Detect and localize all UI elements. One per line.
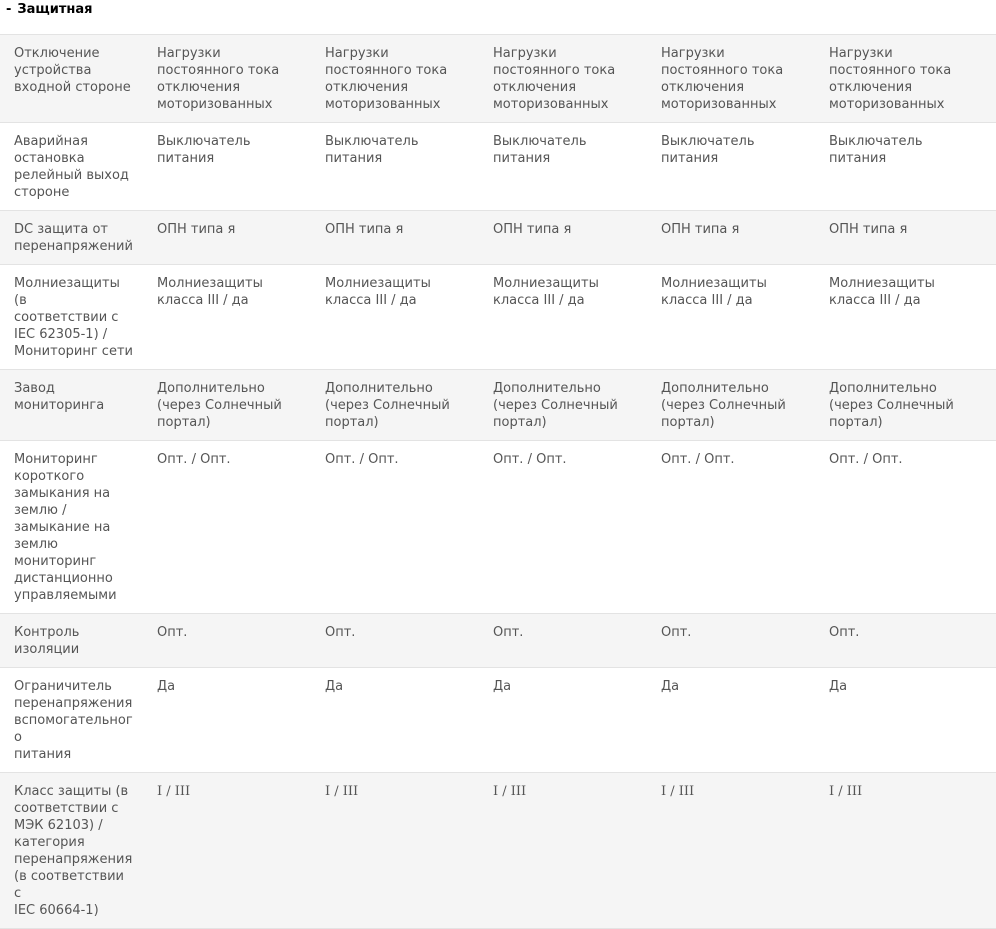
- table-row: [0, 265, 996, 370]
- cell-value: I / III: [157, 784, 191, 799]
- cell-value: Молниезащиты класса III / да: [157, 276, 263, 308]
- value-cell: [143, 211, 311, 265]
- cell-value: Опт.: [661, 625, 692, 640]
- cell-value: Опт. / Опт.: [325, 452, 399, 467]
- cell-value: Молниезащиты класса III / да: [325, 276, 431, 308]
- cell-value: Дополнительно (через Солнечный портал): [493, 381, 618, 430]
- cell-value: Выключатель питания: [829, 134, 923, 166]
- value-cell: [815, 668, 996, 773]
- value-cell: [815, 123, 996, 211]
- value-cell: [311, 35, 479, 123]
- value-cell: [311, 265, 479, 370]
- row-label-cell: [0, 211, 143, 265]
- cell-value: ОПН типа я: [661, 222, 740, 237]
- value-cell: [143, 614, 311, 668]
- value-cell: [815, 370, 996, 441]
- value-cell: [479, 265, 647, 370]
- cell-value: Опт. / Опт.: [157, 452, 231, 467]
- row-label-cell: [0, 35, 143, 123]
- cell-value: Да: [829, 679, 848, 694]
- cell-value: Выключатель питания: [661, 134, 755, 166]
- row-label: Завод мониторинга: [14, 381, 105, 413]
- row-label: Молниезащиты (в соответствии с IEC 62305-1) / Мониторинг сети: [14, 276, 133, 359]
- value-cell: [647, 614, 815, 668]
- table-row: [0, 668, 996, 773]
- value-cell: [143, 370, 311, 441]
- cell-value: I / III: [493, 784, 527, 799]
- row-label-cell: [0, 668, 143, 773]
- value-cell: [647, 773, 815, 929]
- value-cell: [479, 441, 647, 614]
- cell-value: Дополнительно (через Солнечный портал): [829, 381, 954, 430]
- cell-value: Опт. / Опт.: [493, 452, 567, 467]
- cell-value: Да: [493, 679, 512, 694]
- cell-value: Нагрузки постоянного тока отключения моторизованных: [661, 46, 784, 112]
- cell-value: Опт.: [157, 625, 188, 640]
- value-cell: [143, 35, 311, 123]
- collapse-toggle-icon[interactable]: -: [6, 2, 12, 17]
- cell-value: Молниезащиты класса III / да: [661, 276, 767, 308]
- value-cell: [479, 668, 647, 773]
- value-cell: [479, 773, 647, 929]
- cell-value: Опт.: [493, 625, 524, 640]
- value-cell: [311, 668, 479, 773]
- cell-value: Нагрузки постоянного тока отключения моторизованных: [493, 46, 616, 112]
- value-cell: [647, 265, 815, 370]
- value-cell: [647, 35, 815, 123]
- value-cell: [143, 668, 311, 773]
- row-label-cell: [0, 370, 143, 441]
- cell-value: Выключатель питания: [157, 134, 251, 166]
- value-cell: [815, 614, 996, 668]
- value-cell: [815, 773, 996, 929]
- cell-value: Дополнительно (через Солнечный портал): [157, 381, 282, 430]
- row-label: Аварийная остановка релейный выход стороне: [14, 134, 129, 200]
- cell-value: Нагрузки постоянного тока отключения моторизованных: [325, 46, 448, 112]
- row-label-cell: [0, 265, 143, 370]
- row-label-cell: [0, 123, 143, 211]
- value-cell: [311, 370, 479, 441]
- value-cell: [143, 123, 311, 211]
- section-title: Защитная: [17, 2, 93, 17]
- cell-value: Молниезащиты класса III / да: [829, 276, 935, 308]
- value-cell: [815, 265, 996, 370]
- row-label: Ограничитель перенапряжения вспомогательного питания: [14, 679, 133, 762]
- cell-value: Молниезащиты класса III / да: [493, 276, 599, 308]
- value-cell: [647, 211, 815, 265]
- table-row: [0, 211, 996, 265]
- cell-value: Да: [325, 679, 344, 694]
- spec-table-body: [0, 35, 996, 929]
- cell-value: Дополнительно (через Солнечный портал): [325, 381, 450, 430]
- row-label-cell: [0, 441, 143, 614]
- table-row: [0, 441, 996, 614]
- value-cell: [647, 668, 815, 773]
- value-cell: [479, 211, 647, 265]
- cell-value: Опт.: [829, 625, 860, 640]
- row-label: Контроль изоляции: [14, 625, 80, 657]
- value-cell: [647, 123, 815, 211]
- table-row: [0, 773, 996, 929]
- row-label-cell: [0, 614, 143, 668]
- section-header-protective[interactable]: [0, 0, 996, 34]
- value-cell: [143, 441, 311, 614]
- table-row: [0, 123, 996, 211]
- value-cell: [479, 370, 647, 441]
- value-cell: [143, 265, 311, 370]
- value-cell: [479, 614, 647, 668]
- spec-table: [0, 34, 996, 929]
- value-cell: [647, 370, 815, 441]
- cell-value: I / III: [325, 784, 359, 799]
- value-cell: [815, 35, 996, 123]
- cell-value: ОПН типа я: [829, 222, 908, 237]
- table-row: [0, 35, 996, 123]
- value-cell: [311, 773, 479, 929]
- row-label: Мониторинг короткого замыкания на землю / замыкание на землю мониторинг дистанционно управляемыми: [14, 452, 117, 603]
- cell-value: Выключатель питания: [493, 134, 587, 166]
- table-row: [0, 370, 996, 441]
- cell-value: Нагрузки постоянного тока отключения моторизованных: [829, 46, 952, 112]
- value-cell: [143, 773, 311, 929]
- cell-value: ОПН типа я: [493, 222, 572, 237]
- cell-value: Опт. / Опт.: [661, 452, 735, 467]
- cell-value: Опт.: [325, 625, 356, 640]
- table-row: [0, 614, 996, 668]
- row-label-cell: [0, 773, 143, 929]
- cell-value: ОПН типа я: [325, 222, 404, 237]
- cell-value: ОПН типа я: [157, 222, 236, 237]
- value-cell: [311, 614, 479, 668]
- cell-value: Дополнительно (через Солнечный портал): [661, 381, 786, 430]
- row-label: Отключение устройства входной стороне: [14, 46, 131, 95]
- value-cell: [479, 123, 647, 211]
- value-cell: [479, 35, 647, 123]
- row-label: Класс защиты (в соответствии с МЭК 62103) / категория перенапряжения (в соответствии с IEC 60664-1): [14, 784, 133, 918]
- row-label: DC защита от перенапряжений: [14, 222, 133, 254]
- cell-value: I / III: [661, 784, 695, 799]
- cell-value: Да: [661, 679, 680, 694]
- cell-value: Опт. / Опт.: [829, 452, 903, 467]
- cell-value: Да: [157, 679, 176, 694]
- value-cell: [815, 441, 996, 614]
- cell-value: Нагрузки постоянного тока отключения моторизованных: [157, 46, 280, 112]
- value-cell: [311, 441, 479, 614]
- value-cell: [647, 441, 815, 614]
- value-cell: [311, 211, 479, 265]
- cell-value: I / III: [829, 784, 863, 799]
- value-cell: [311, 123, 479, 211]
- cell-value: Выключатель питания: [325, 134, 419, 166]
- value-cell: [815, 211, 996, 265]
